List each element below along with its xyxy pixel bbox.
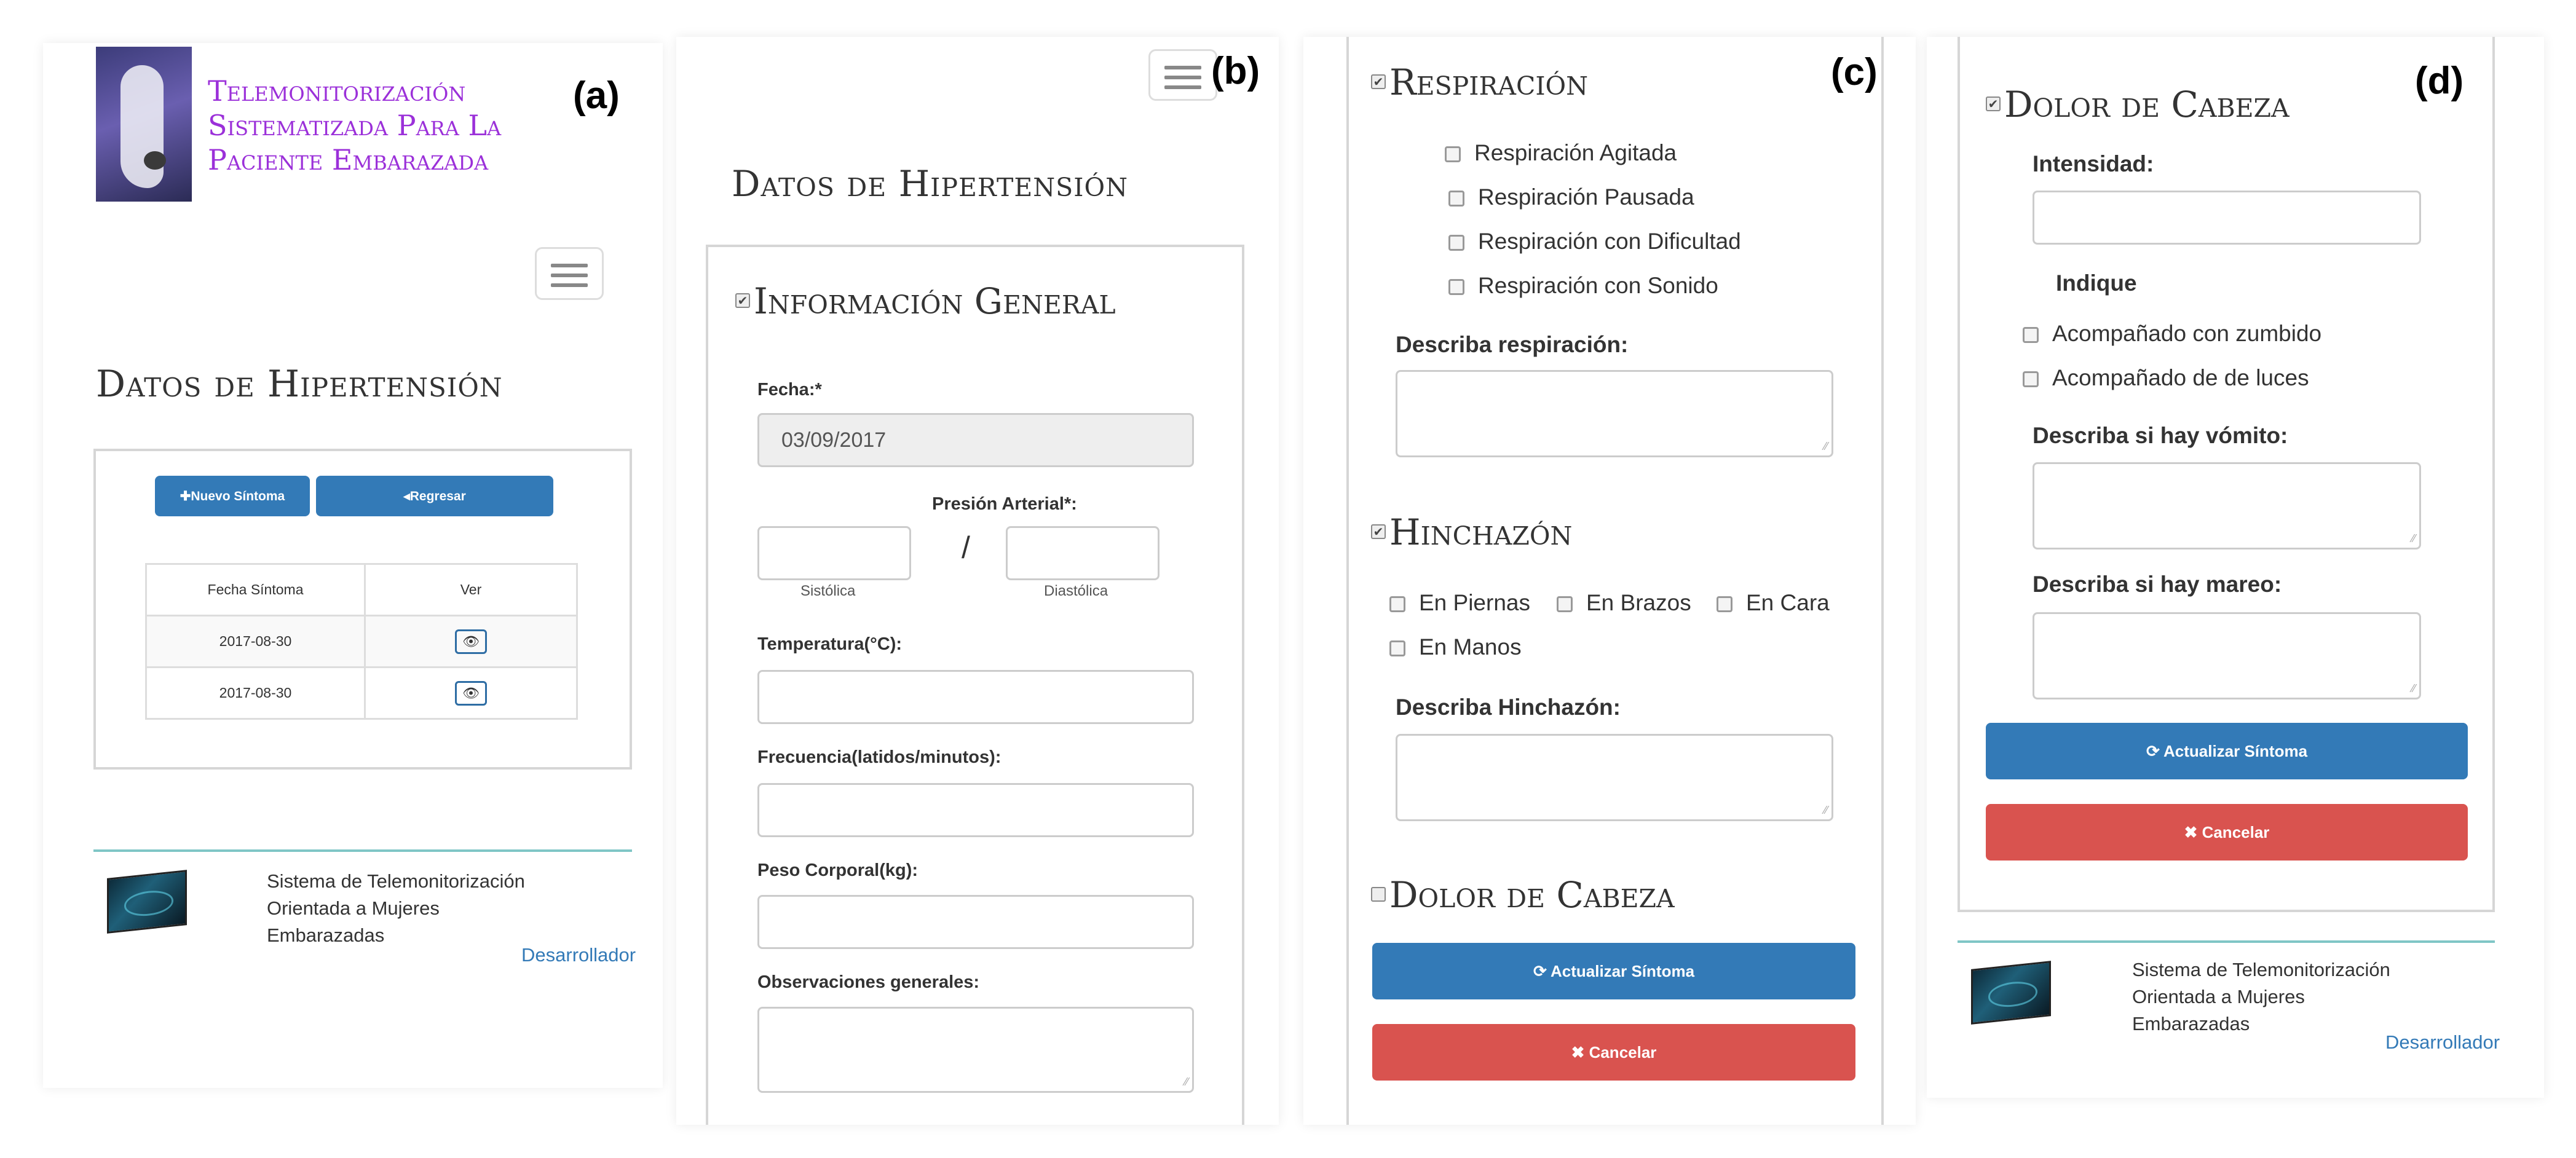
checkbox-icon[interactable]: ✔ (1986, 96, 2001, 111)
diastolic-field[interactable] (1006, 526, 1160, 580)
blood-pressure-label: Presión Arterial*: (932, 494, 1077, 514)
panel-d (1927, 37, 2544, 1098)
describe-swelling-label: Describa Hinchazón: (1396, 695, 1621, 720)
section-title-headache: ✔ Dolor de Cabeza (1986, 84, 2290, 125)
systolic-field[interactable] (757, 526, 911, 580)
section-title-general-info: ✔ Información General (735, 280, 1116, 322)
column-header-view: Ver (365, 564, 577, 616)
developer-link[interactable]: Desarrollador (2385, 1031, 2500, 1053)
checkbox-icon[interactable]: ✔ (735, 293, 750, 308)
table-header-row (146, 564, 577, 616)
swelling-textarea[interactable] (1396, 734, 1833, 821)
hamburger-icon (551, 264, 587, 267)
section-title-breathing: ✔ Respiración (1371, 61, 1588, 103)
checkbox-icon[interactable] (2023, 371, 2039, 387)
checkbox-icon[interactable]: ✔ (1371, 524, 1386, 539)
option-breathing-agitated[interactable]: Respiración Agitada (1445, 140, 1677, 166)
intensity-label: Intensidad: (2033, 151, 2154, 176)
vomit-label: Describa si hay vómito: (2033, 423, 2288, 448)
row-date: 2017-08-30 (146, 668, 365, 719)
brand-logo (96, 47, 192, 202)
page-title: Datos de Hipertensión (96, 363, 503, 406)
checkbox-icon[interactable] (1448, 235, 1464, 251)
checkbox-icon[interactable] (1389, 640, 1405, 656)
form-border (2492, 37, 2495, 912)
footer-description: Sistema de Telemonitorización Orientada a Mujeres Embarazadas (267, 870, 525, 946)
table-row (146, 616, 577, 668)
hamburger-icon (1164, 66, 1201, 69)
checkbox-icon[interactable] (1448, 191, 1464, 207)
option-breathing-sound[interactable]: Respiración con Sonido (1448, 273, 1718, 299)
general-info-panel (706, 245, 1244, 1125)
row-date: 2017-08-30 (146, 616, 365, 668)
label-b: (b) (1211, 50, 1260, 92)
menu-toggle-button[interactable] (1148, 49, 1217, 101)
option-swelling-legs[interactable]: En Piernas (1389, 590, 1530, 616)
option-breathing-difficulty[interactable]: Respiración con Dificultad (1448, 229, 1741, 254)
form-border (1881, 37, 1884, 1125)
describe-breathing-label: Describa respiración: (1396, 332, 1629, 357)
intensity-field[interactable] (2033, 191, 2421, 245)
panel-c (1303, 37, 1916, 1125)
resize-grip-icon[interactable]: ⁄⁄ (1184, 1076, 1188, 1088)
option-breathing-paused[interactable]: Respiración Pausada (1448, 184, 1694, 210)
new-symptom-button[interactable]: ✚Nuevo Síntoma (155, 476, 310, 516)
back-button[interactable]: ◂Regresar (316, 476, 553, 516)
weight-label: Peso Corporal(kg): (757, 861, 919, 880)
footer-logo (1971, 961, 2051, 1025)
section-title-swelling: ✔ Hinchazón (1371, 511, 1572, 553)
resize-grip-icon[interactable]: ⁄⁄ (1823, 804, 1828, 816)
checkbox-icon[interactable] (1448, 279, 1464, 295)
label-c: (c) (1831, 51, 1878, 93)
page-title: Datos de Hipertensión (732, 163, 1128, 205)
symptoms-table (145, 563, 578, 720)
option-swelling-hands[interactable]: En Manos (1389, 634, 1522, 660)
symptoms-panel (93, 449, 632, 770)
diastolic-caption: Diastólica (1044, 583, 1108, 599)
view-eye-button[interactable]: 👁 (455, 681, 487, 706)
resize-grip-icon[interactable]: ⁄⁄ (1823, 440, 1828, 452)
footer-rule (1958, 940, 2495, 943)
view-eye-button[interactable]: 👁 (455, 629, 487, 654)
checkbox-icon[interactable] (1445, 146, 1461, 162)
panel-b (676, 37, 1279, 1125)
date-label: Fecha:* (757, 380, 822, 400)
option-buzzing[interactable]: Acompañado con zumbido (2023, 321, 2321, 347)
cancel-button[interactable]: ✖ Cancelar (1372, 1024, 1855, 1081)
indicate-label: Indique (2056, 270, 2137, 296)
footer-rule (93, 849, 632, 852)
frequency-label: Frecuencia(latidos/minutos): (757, 747, 1002, 767)
panel-a (43, 43, 663, 1088)
label-a: (a) (573, 74, 620, 117)
update-symptom-button[interactable]: ⟳ Actualizar Síntoma (1372, 943, 1855, 999)
update-symptom-button[interactable]: ⟳ Actualizar Síntoma (1986, 723, 2468, 779)
developer-link[interactable]: Desarrollador (521, 944, 636, 966)
breathing-textarea[interactable] (1396, 370, 1833, 457)
brand-title: Telemonitorización Sistematizada Para La Paciente Embarazada (208, 74, 502, 176)
observations-label: Observaciones generales: (757, 972, 980, 992)
checkbox-icon[interactable] (1389, 596, 1405, 612)
section-title-headache: Dolor de Cabeza (1371, 874, 1675, 916)
dizziness-textarea[interactable] (2033, 612, 2421, 699)
checkbox-icon[interactable] (1557, 596, 1573, 612)
temperature-label: Temperatura(°C): (757, 634, 903, 654)
footer-logo (107, 870, 187, 934)
cancel-button[interactable]: ✖ Cancelar (1986, 804, 2468, 861)
frequency-field[interactable] (757, 783, 1194, 837)
option-lights[interactable]: Acompañado de de luces (2023, 365, 2309, 391)
temperature-field[interactable] (757, 670, 1194, 724)
checkbox-icon[interactable] (2023, 327, 2039, 343)
pressure-separator: / (962, 530, 970, 565)
form-border (1346, 37, 1349, 1125)
observations-textarea[interactable] (757, 1007, 1194, 1093)
resize-grip-icon[interactable]: ⁄⁄ (2411, 682, 2416, 695)
table-row (146, 668, 577, 719)
weight-field[interactable] (757, 895, 1194, 949)
footer-description: Sistema de Telemonitorización Orientada a Mujeres Embarazadas (2132, 959, 2390, 1034)
column-header-date: Fecha Síntoma (146, 564, 365, 616)
date-field[interactable]: 03/09/2017 (757, 413, 1194, 467)
checkbox-icon[interactable] (1371, 887, 1386, 902)
menu-toggle-button[interactable] (535, 247, 604, 300)
form-border (1958, 37, 1960, 912)
resize-grip-icon[interactable]: ⁄⁄ (2411, 532, 2416, 545)
vomit-textarea[interactable] (2033, 462, 2421, 549)
dizziness-label: Describa si hay mareo: (2033, 572, 2282, 597)
checkbox-icon[interactable] (1717, 596, 1732, 612)
option-swelling-arms[interactable]: En Brazos (1557, 590, 1691, 616)
form-border (1958, 910, 2495, 912)
systolic-caption: Sistólica (800, 583, 856, 599)
option-swelling-face[interactable]: En Cara (1717, 590, 1830, 616)
checkbox-icon[interactable]: ✔ (1371, 74, 1386, 89)
label-d: (d) (2415, 60, 2464, 102)
